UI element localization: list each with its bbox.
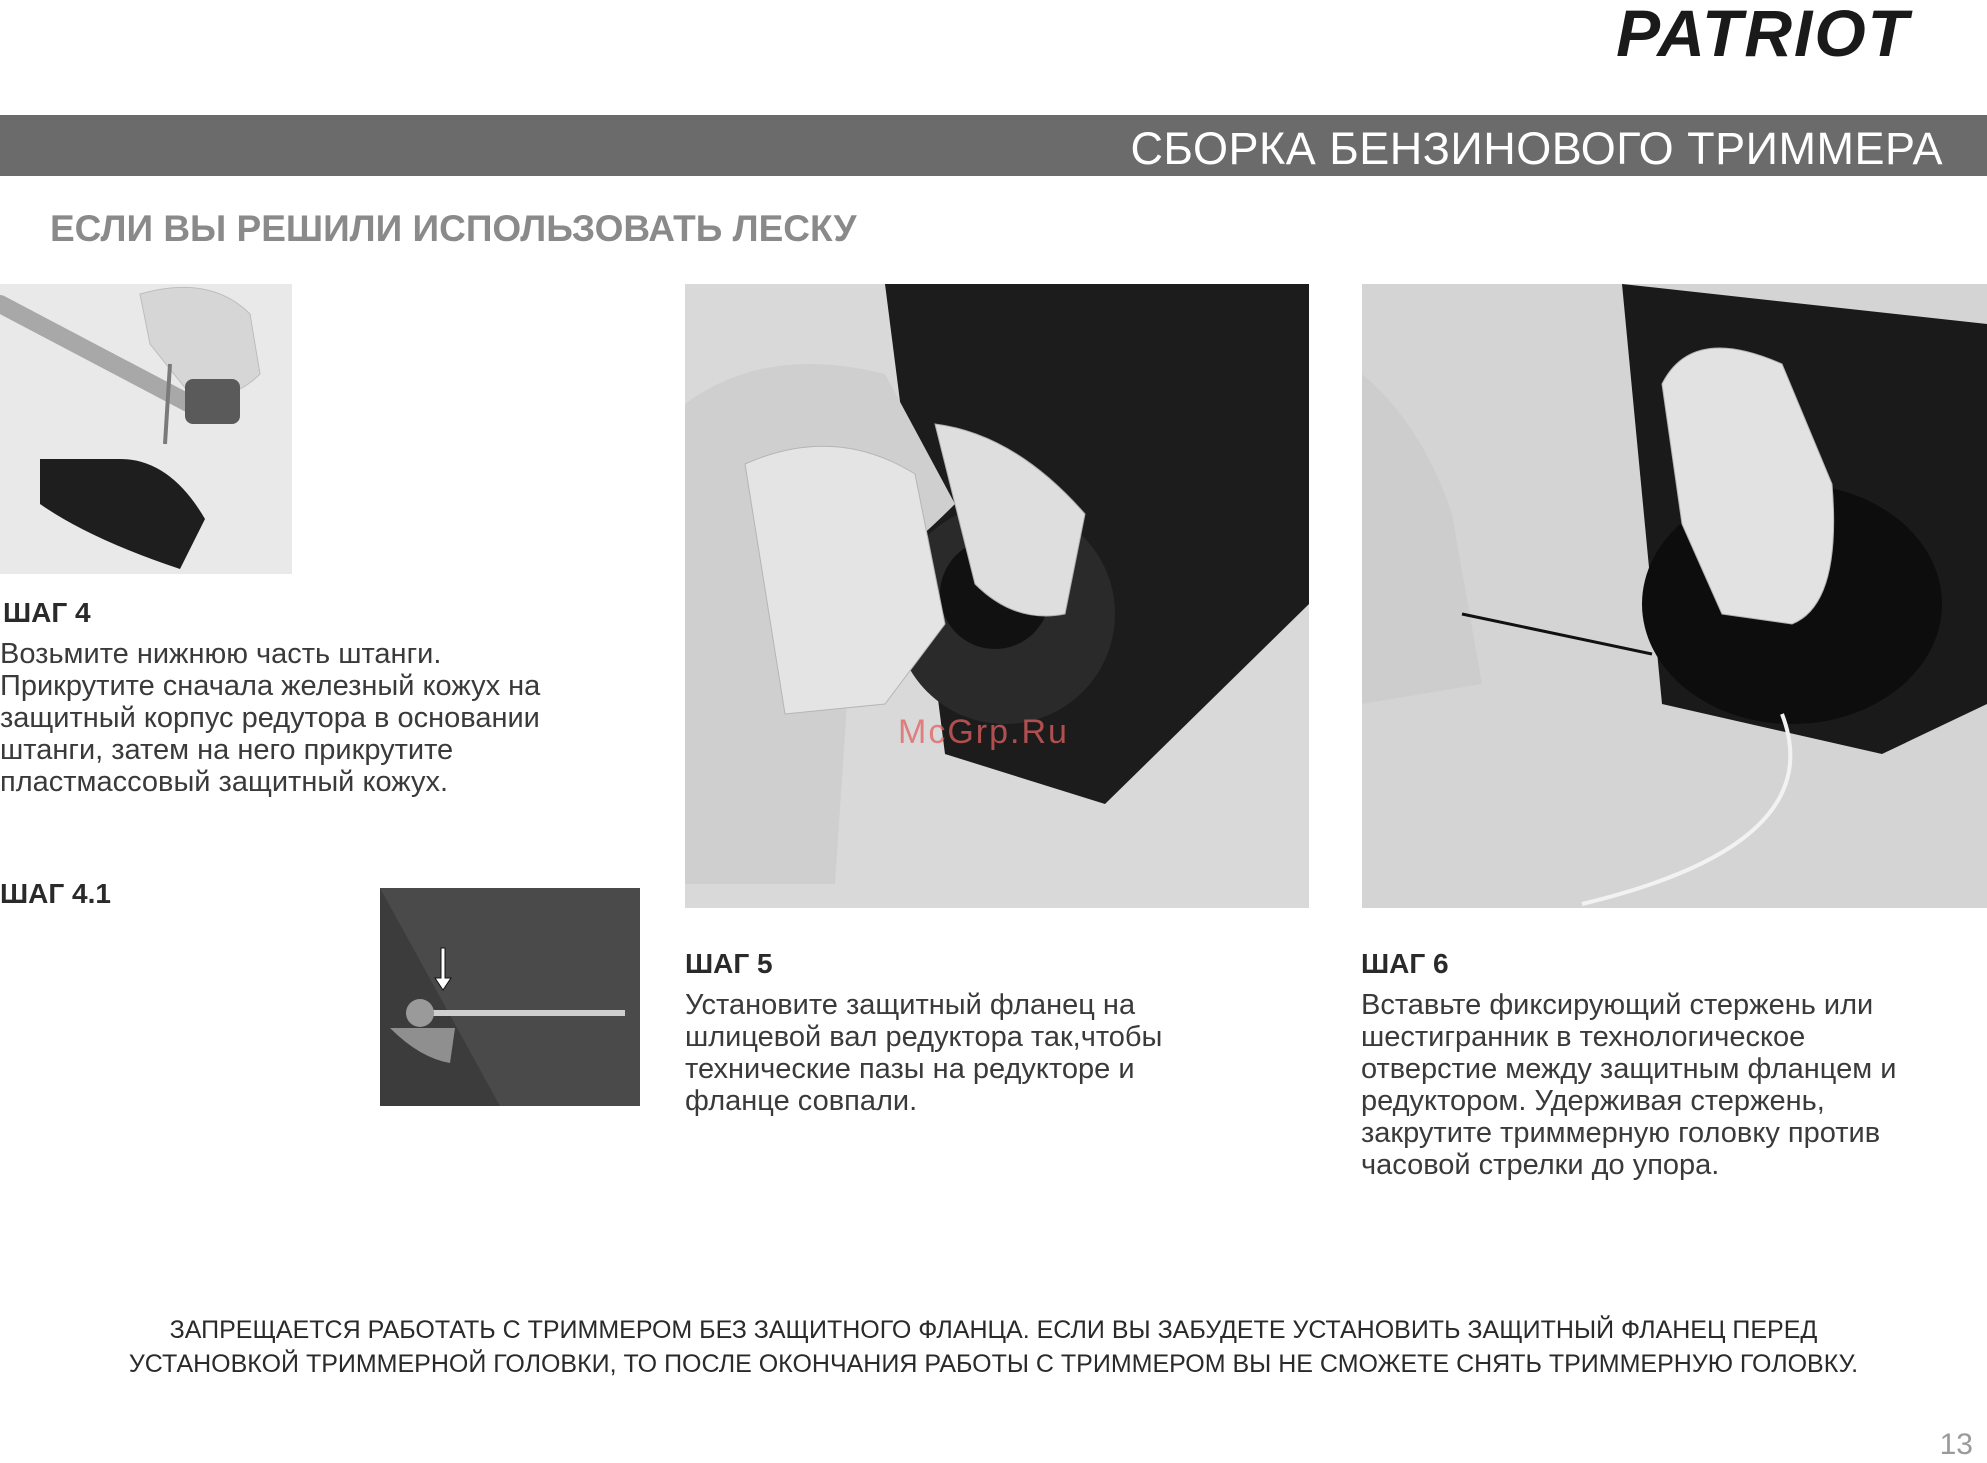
page-number: 13	[1939, 1428, 1973, 1461]
step-4-1-title: ШАГ 4.1	[0, 878, 111, 909]
step-4-photo	[0, 284, 292, 574]
patriot-logo	[1500, 0, 1920, 70]
step-5-photo	[685, 284, 1309, 908]
step-6-text: Вставьте фиксирующий стержень или шестигранник в технологическое отверстие между защитным фланцем и редуктором. Удерживая стержень, закрутите триммерную головку против часовой стрелки до упора.	[1361, 989, 1897, 1181]
subheading: ЕСЛИ ВЫ РЕШИЛИ ИСПОЛЬЗОВАТЬ ЛЕСКУ	[50, 208, 857, 249]
section-banner	[0, 115, 1987, 176]
watermark: McGrp.Ru	[898, 713, 1069, 751]
warning-text: ЗАПРЕЩАЕТСЯ РАБОТАТЬ С ТРИММЕРОМ БЕЗ ЗАЩИТНОГО ФЛАНЦА. ЕСЛИ ВЫ ЗАБУДЕТЕ УСТАНОВИТЬ ЗАЩИТНЫЙ ФЛАНЕЦ ПЕРЕД УСТАНОВКОЙ ТРИММЕРНОЙ ГОЛОВКИ, ТО ПОСЛЕ ОКОНЧАНИЯ РАБОТЫ С ТРИММЕРОМ ВЫ НЕ СМОЖЕТЕ СНЯТЬ ТРИММЕРНУЮ ГОЛОВКУ.	[128, 1316, 1859, 1378]
step-4-title: ШАГ 4	[3, 597, 91, 628]
logo-text: PATRIOT	[1616, 0, 1910, 70]
step-6-photo	[1362, 284, 1987, 908]
step-5-text: Установите защитный фланец на шлицевой вал редуктора так,чтобы технические пазы на редукторе и фланце совпали.	[685, 989, 1163, 1117]
step-4-1-photo	[380, 888, 640, 1106]
step-4-text: Возьмите нижнюю часть штанги. Прикрутите сначала железный кожух на защитный корпус редутора в основании штанги, затем на него прикрутите пластмассовый защитный кожух.	[0, 638, 541, 798]
section-title: СБОРКА БЕНЗИНОВОГО ТРИММЕРА	[1130, 123, 1943, 174]
step-6-title: ШАГ 6	[1361, 948, 1449, 979]
step-5-title: ШАГ 5	[685, 948, 773, 979]
